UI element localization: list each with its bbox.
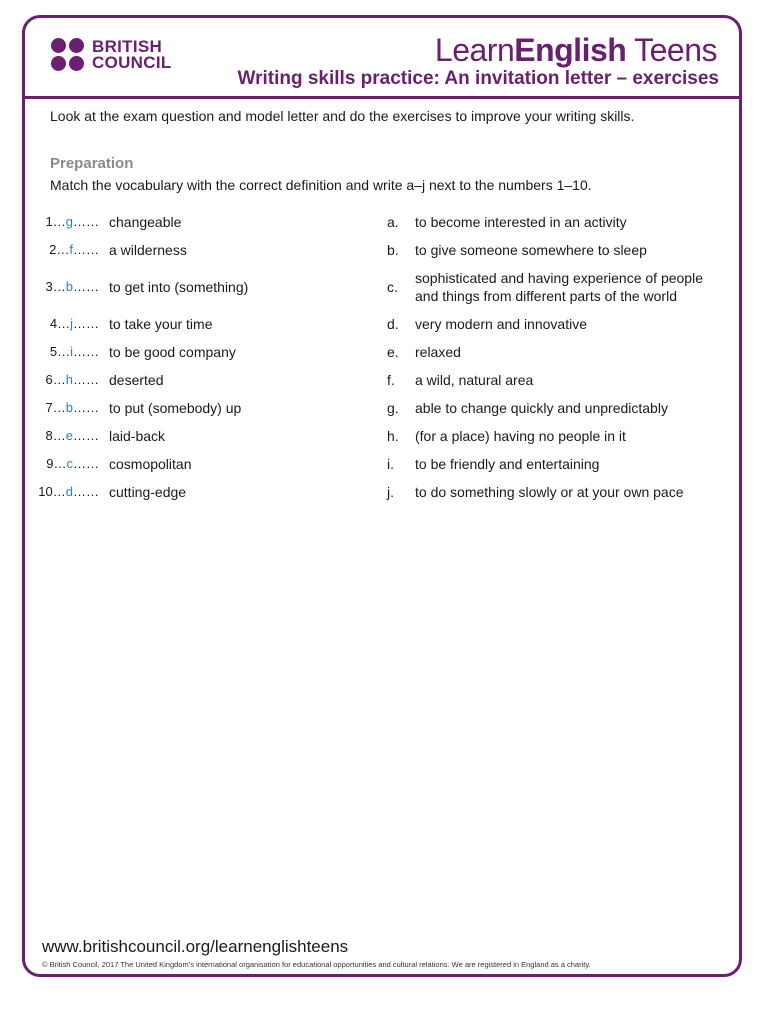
definition-letter: d. [387, 316, 399, 332]
answer-letter[interactable]: c [66, 456, 73, 471]
item-number-label: 4 [49, 316, 58, 331]
item-number-label: 3 [45, 279, 53, 294]
definition-letter: b. [387, 242, 399, 258]
table-row [25, 236, 739, 264]
definition-letter: g. [387, 400, 399, 416]
item-number: 2…f…… [49, 242, 99, 257]
intro-text: Look at the exam question and model letter and do the exercises to improve your writing skills. [50, 108, 635, 124]
definition-text: able to change quickly and unpredictably [415, 400, 668, 416]
item-number: 5…i…… [49, 344, 99, 359]
answer-letter[interactable]: g [65, 214, 73, 229]
vocabulary-term: to get into (something) [109, 279, 249, 295]
table-row [25, 394, 739, 422]
item-number-label: 1 [45, 214, 53, 229]
vocabulary-term: to take your time [109, 316, 213, 332]
vocabulary-term: to be good company [109, 344, 236, 360]
vocabulary-term: cutting-edge [109, 484, 187, 500]
answer-letter[interactable]: j [70, 316, 73, 331]
vocabulary-term: cosmopolitan [109, 456, 192, 472]
document-title: Writing skills practice: An invitation letter – exercises [237, 68, 719, 89]
definition-letter: a. [387, 214, 399, 230]
item-number: 3…b…… [45, 279, 99, 294]
header-divider [25, 96, 739, 99]
item-number-label: 2 [49, 242, 57, 257]
item-number: 8…e…… [45, 428, 99, 443]
item-number-label: 5 [49, 344, 58, 359]
table-row [25, 264, 739, 310]
definition-text: to do something slowly or at your own pace [415, 484, 684, 500]
table-row [25, 310, 739, 338]
item-number: 6…h…… [45, 372, 99, 387]
footer-url[interactable]: www.britishcouncil.org/learnenglishteens [42, 937, 349, 956]
definition-text: to be friendly and entertaining [415, 456, 600, 472]
answer-letter[interactable]: i [70, 344, 73, 359]
definition-letter: h. [387, 428, 399, 444]
item-number: 7…b…… [45, 400, 99, 415]
section-heading: Preparation [50, 155, 134, 172]
definition-letter: e. [387, 344, 399, 360]
answer-letter[interactable]: f [69, 242, 73, 257]
item-number-label: 10 [38, 484, 53, 499]
item-number: 9…c…… [46, 456, 99, 471]
logo-line-1: BRITISH [92, 36, 163, 56]
definition-text: a wild, natural area [415, 372, 534, 388]
header [25, 18, 739, 98]
instruction-text: Match the vocabulary with the correct definition and write a–j next to the numbers 1–10. [50, 177, 592, 193]
table-row [25, 366, 739, 394]
logo-line-2: COUNCIL [92, 52, 172, 72]
table-row [25, 208, 739, 236]
answer-letter[interactable]: h [65, 372, 73, 387]
brand-learn: Learn [434, 32, 515, 68]
answer-letter[interactable]: e [65, 428, 73, 443]
definition-letter: j. [387, 484, 394, 500]
worksheet-frame [22, 15, 742, 977]
table-row [25, 478, 739, 506]
definition-text: sophisticated and having experience of people and things from different parts of the world [415, 270, 703, 304]
definition-text: relaxed [415, 344, 461, 360]
vocabulary-term: changeable [109, 214, 182, 230]
item-number: 1…g…… [45, 214, 99, 229]
table-row [25, 338, 739, 366]
answer-letter[interactable]: b [65, 400, 73, 415]
matching-exercise [25, 208, 739, 506]
vocabulary-term: a wilderness [109, 242, 187, 258]
british-council-logo [51, 38, 172, 71]
logo-dots-icon [51, 38, 84, 71]
learnenglish-teens-logo [435, 32, 717, 69]
item-number: 4…j…… [49, 316, 99, 331]
item-number-label: 7 [45, 400, 53, 415]
definition-text: very modern and innovative [415, 316, 587, 332]
definition-text: to give someone somewhere to sleep [415, 242, 647, 258]
item-number-label: 9 [46, 456, 54, 471]
footer-copyright: © British Council, 2017 The United Kingdom’s international organisation for educational opportunities and cultural relations. We are registered in England as a charity. [42, 960, 591, 969]
table-row [25, 422, 739, 450]
vocabulary-term: to put (somebody) up [109, 400, 242, 416]
item-number-label: 8 [45, 428, 53, 443]
definition-letter: f. [387, 372, 395, 388]
definition-letter: i. [387, 456, 394, 472]
brand-english: English [514, 32, 627, 68]
definition-text: (for a place) having no people in it [415, 428, 626, 444]
brand-teens: Teens [626, 32, 717, 68]
definition-letter: c. [387, 279, 398, 295]
item-number: 10…d…… [38, 484, 99, 499]
answer-letter[interactable]: d [65, 484, 73, 499]
table-row [25, 450, 739, 478]
answer-letter[interactable]: b [65, 279, 73, 294]
vocabulary-term: deserted [109, 372, 164, 388]
item-number-label: 6 [45, 372, 53, 387]
vocabulary-term: laid-back [109, 428, 166, 444]
definition-text: to become interested in an activity [415, 214, 627, 230]
